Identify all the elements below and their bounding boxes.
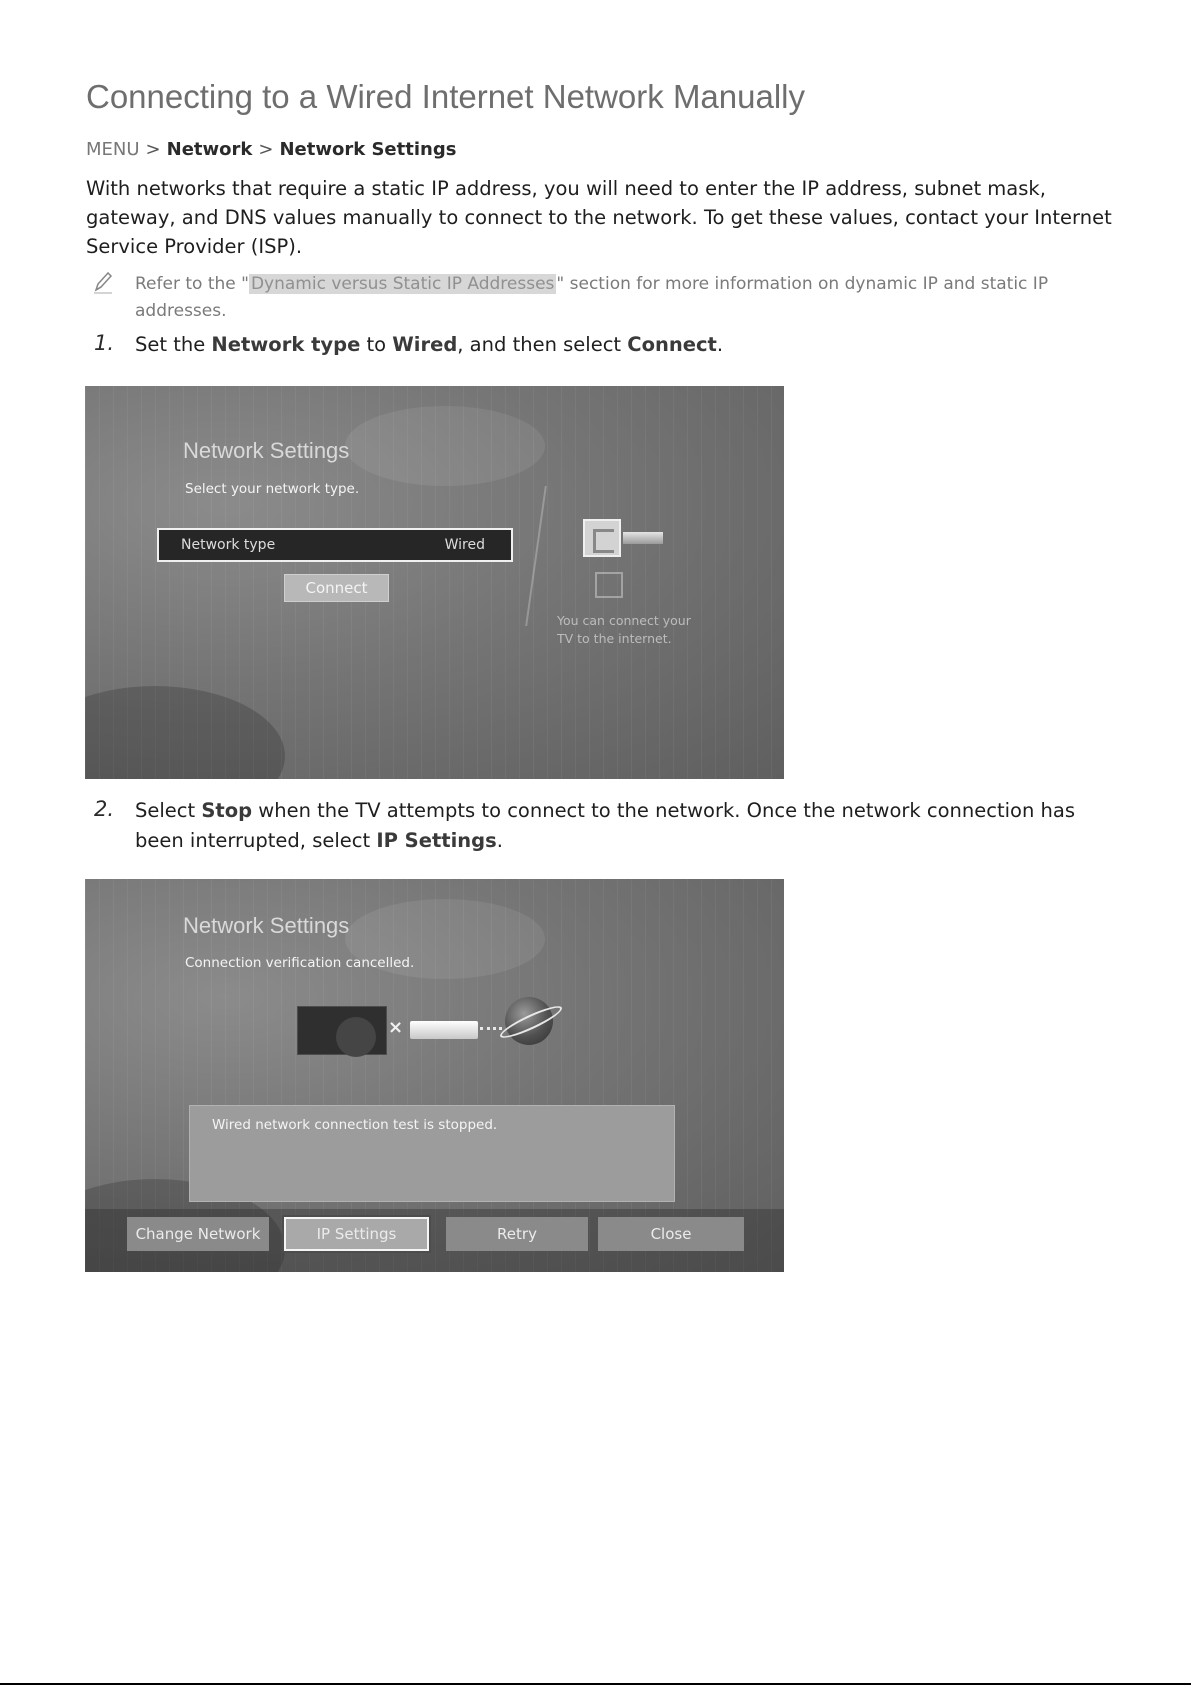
menu-path (86, 139, 456, 160)
router-icon (410, 1021, 478, 1039)
connection-dots-icon (480, 1027, 502, 1030)
menu-path-separator: > (145, 139, 161, 160)
pencil-icon (92, 270, 114, 294)
connection-cancelled-screenshot (85, 879, 784, 1272)
disconnected-x-icon: × (388, 1017, 404, 1038)
status-message: Wired network connection test is stopped. (212, 1117, 498, 1133)
note-after: " section for more information on dynamic IP and static IP addresses. (135, 274, 1049, 321)
ethernet-cable-icon (623, 532, 663, 544)
internet-globe-icon (505, 997, 553, 1045)
note-text (135, 271, 1115, 325)
step-1-text: Set the Network type to Wired, and then select Connect. (135, 333, 724, 356)
dynamic-vs-static-link[interactable]: Dynamic versus Static IP Addresses (250, 274, 555, 294)
close-button[interactable]: Close (598, 1217, 744, 1251)
tv-thumbnail-icon (297, 1006, 387, 1055)
connect-tip: You can connect your TV to the internet. (557, 613, 691, 646)
network-type-label: Network type (181, 537, 276, 553)
ethernet-port-icon (583, 519, 621, 557)
button-bar (85, 1209, 784, 1272)
network-type-row[interactable] (157, 528, 513, 562)
connect-button[interactable]: Connect (284, 574, 389, 602)
screen2-title: Network Settings (183, 913, 350, 938)
step-2-text: Select Stop when the TV attempts to connect to the network. Once the network connection has been interrupted, select IP Settings. (135, 799, 1076, 852)
network-type-screenshot (85, 386, 784, 779)
change-network-button[interactable]: Change Network (127, 1217, 269, 1251)
screen1-title: Network Settings (183, 438, 350, 463)
retry-button[interactable]: Retry (446, 1217, 588, 1251)
menu-path-settings: Network Settings (279, 139, 457, 160)
step-1-number: 1. (94, 331, 115, 355)
menu-path-separator: > (258, 139, 274, 160)
page-title: Connecting to a Wired Internet Network Manually (86, 78, 806, 115)
screen1-subtitle: Select your network type. (185, 481, 360, 497)
note-before: Refer to the " (135, 274, 249, 294)
step-2-number: 2. (94, 797, 115, 821)
network-type-value: Wired (444, 537, 485, 553)
status-message-box (189, 1105, 675, 1202)
panel-divider (525, 486, 547, 626)
intro-paragraph: With networks that require a static IP address, you will need to enter the IP address, subnet mask, gateway, and DNS values manually to connect to the network. To get these values, contact your Internet Service Provider (ISP). (86, 177, 1112, 258)
ethernet-port-reflection-icon (595, 572, 623, 598)
menu-path-network: Network (166, 139, 253, 160)
ip-settings-button[interactable]: IP Settings (284, 1217, 429, 1251)
menu-path-menu: MENU (86, 139, 140, 160)
screen2-subtitle: Connection verification cancelled. (185, 955, 415, 971)
